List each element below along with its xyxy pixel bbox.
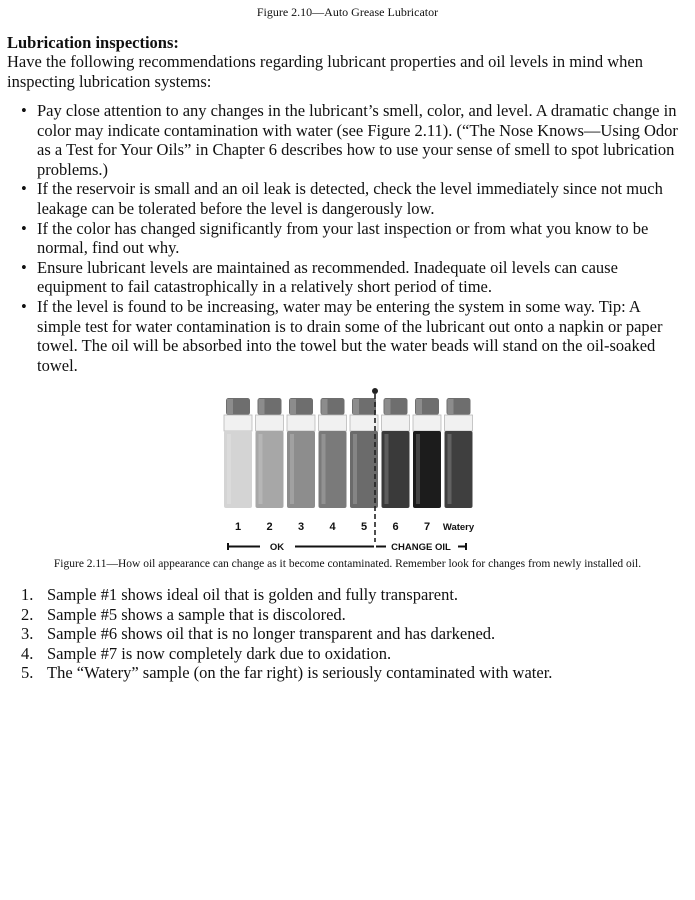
oil-sample-vial — [445, 398, 473, 508]
bullet-icon: • — [21, 257, 27, 277]
list-number: 1. — [21, 585, 34, 604]
oil-sample-vial — [287, 398, 315, 508]
bullet-icon: • — [21, 218, 27, 238]
bullet-icon: • — [21, 101, 27, 120]
sample-label: 2 — [266, 521, 273, 533]
figure-2-10-caption: Figure 2.10—Auto Grease Lubricator — [256, 5, 439, 19]
recommendation-list — [7, 101, 682, 375]
list-number: 4. — [21, 643, 34, 663]
list-item — [7, 297, 682, 375]
list-item — [7, 663, 677, 683]
list-item — [7, 605, 677, 625]
oil-samples-photo — [220, 384, 476, 553]
list-item — [7, 585, 677, 605]
list-number: 5. — [21, 663, 34, 682]
oil-sample-vial — [350, 398, 378, 508]
list-item-text: Sample #1 shows ideal oil that is golden and fully transparent. — [47, 585, 459, 604]
figure-2-11-caption: Figure 2.11—How oil appearance can change as it become contaminated. Remember look for changes from newly installed oil. — [53, 558, 642, 570]
sample-label: 3 — [297, 521, 305, 533]
list-item-text: The “Watery” sample (on the far right) is seriously contaminated with water. — [47, 663, 553, 682]
list-number: 2. — [21, 604, 34, 624]
list-item — [7, 644, 677, 664]
list-item-text: Sample #7 is now completely dark due to oxidation. — [47, 643, 392, 663]
list-item-text: Sample #5 shows a sample that is discolored. — [47, 604, 346, 624]
list-item-text: If the level is found to be increasing, water may be entering the system in some way. Tip: A simple test for water contamination is to drain some of the lubricant out onto a napkin or paper towel. The oil will be absorbed into the towel but the water beads will stand on the oil-soaked towel. — [37, 296, 663, 375]
oil-sample-vial — [382, 398, 410, 508]
oil-sample-vial — [413, 398, 441, 508]
list-item-text: Sample #6 shows oil that is no longer transparent and has darkened. — [47, 624, 496, 643]
list-item-text: Pay close attention to any changes in the lubricant’s smell, color, and level. A dramatic change in color may indicate contamination with water (see Figure 2.11). (“The Nose Knows—Using Odor as a Test for Your Oils” in Chapter 6 describes how to use your sense of smell to spot lubrication problems.) — [37, 101, 678, 179]
oil-sample-vial — [319, 398, 347, 508]
list-item-text: If the reservoir is small and an oil leak is detected, check the level immediately since not much leakage can be tolerated before the level is dangerously low. — [37, 179, 663, 218]
sample-label: 6 — [392, 521, 399, 533]
sample-label: 4 — [329, 521, 336, 533]
change-oil-label: CHANGE OIL — [391, 542, 451, 553]
list-item — [7, 219, 682, 258]
list-item — [7, 179, 682, 218]
list-item — [7, 101, 682, 179]
oil-sample-vial — [256, 398, 284, 508]
section-title: Lubrication inspections: — [7, 33, 179, 52]
sample-label: 5 — [360, 521, 368, 533]
intro-paragraph: Have the following recommendations regarding lubricant properties and oil levels in mind when inspecting lubrication systems: — [7, 52, 643, 91]
list-item — [7, 258, 682, 297]
list-item — [7, 624, 677, 644]
list-item-text: Ensure lubricant levels are maintained as recommended. Inadequate oil levels can cause equipment to fail catastrophically in a relatively short period of time. — [37, 257, 618, 297]
sample-label: 7 — [423, 521, 431, 533]
oil-sample-vial — [224, 398, 252, 508]
bullet-icon: • — [21, 179, 27, 199]
sample-label: 1 — [234, 521, 242, 533]
list-item-text: If the color has changed significantly from your last inspection or from what you know to be normal, find out why. — [37, 218, 649, 258]
sample-notes-list — [7, 585, 677, 683]
bullet-icon: • — [21, 296, 27, 316]
sample-label: Watery — [442, 522, 475, 533]
list-number: 3. — [21, 624, 34, 643]
ok-label: OK — [269, 542, 285, 553]
